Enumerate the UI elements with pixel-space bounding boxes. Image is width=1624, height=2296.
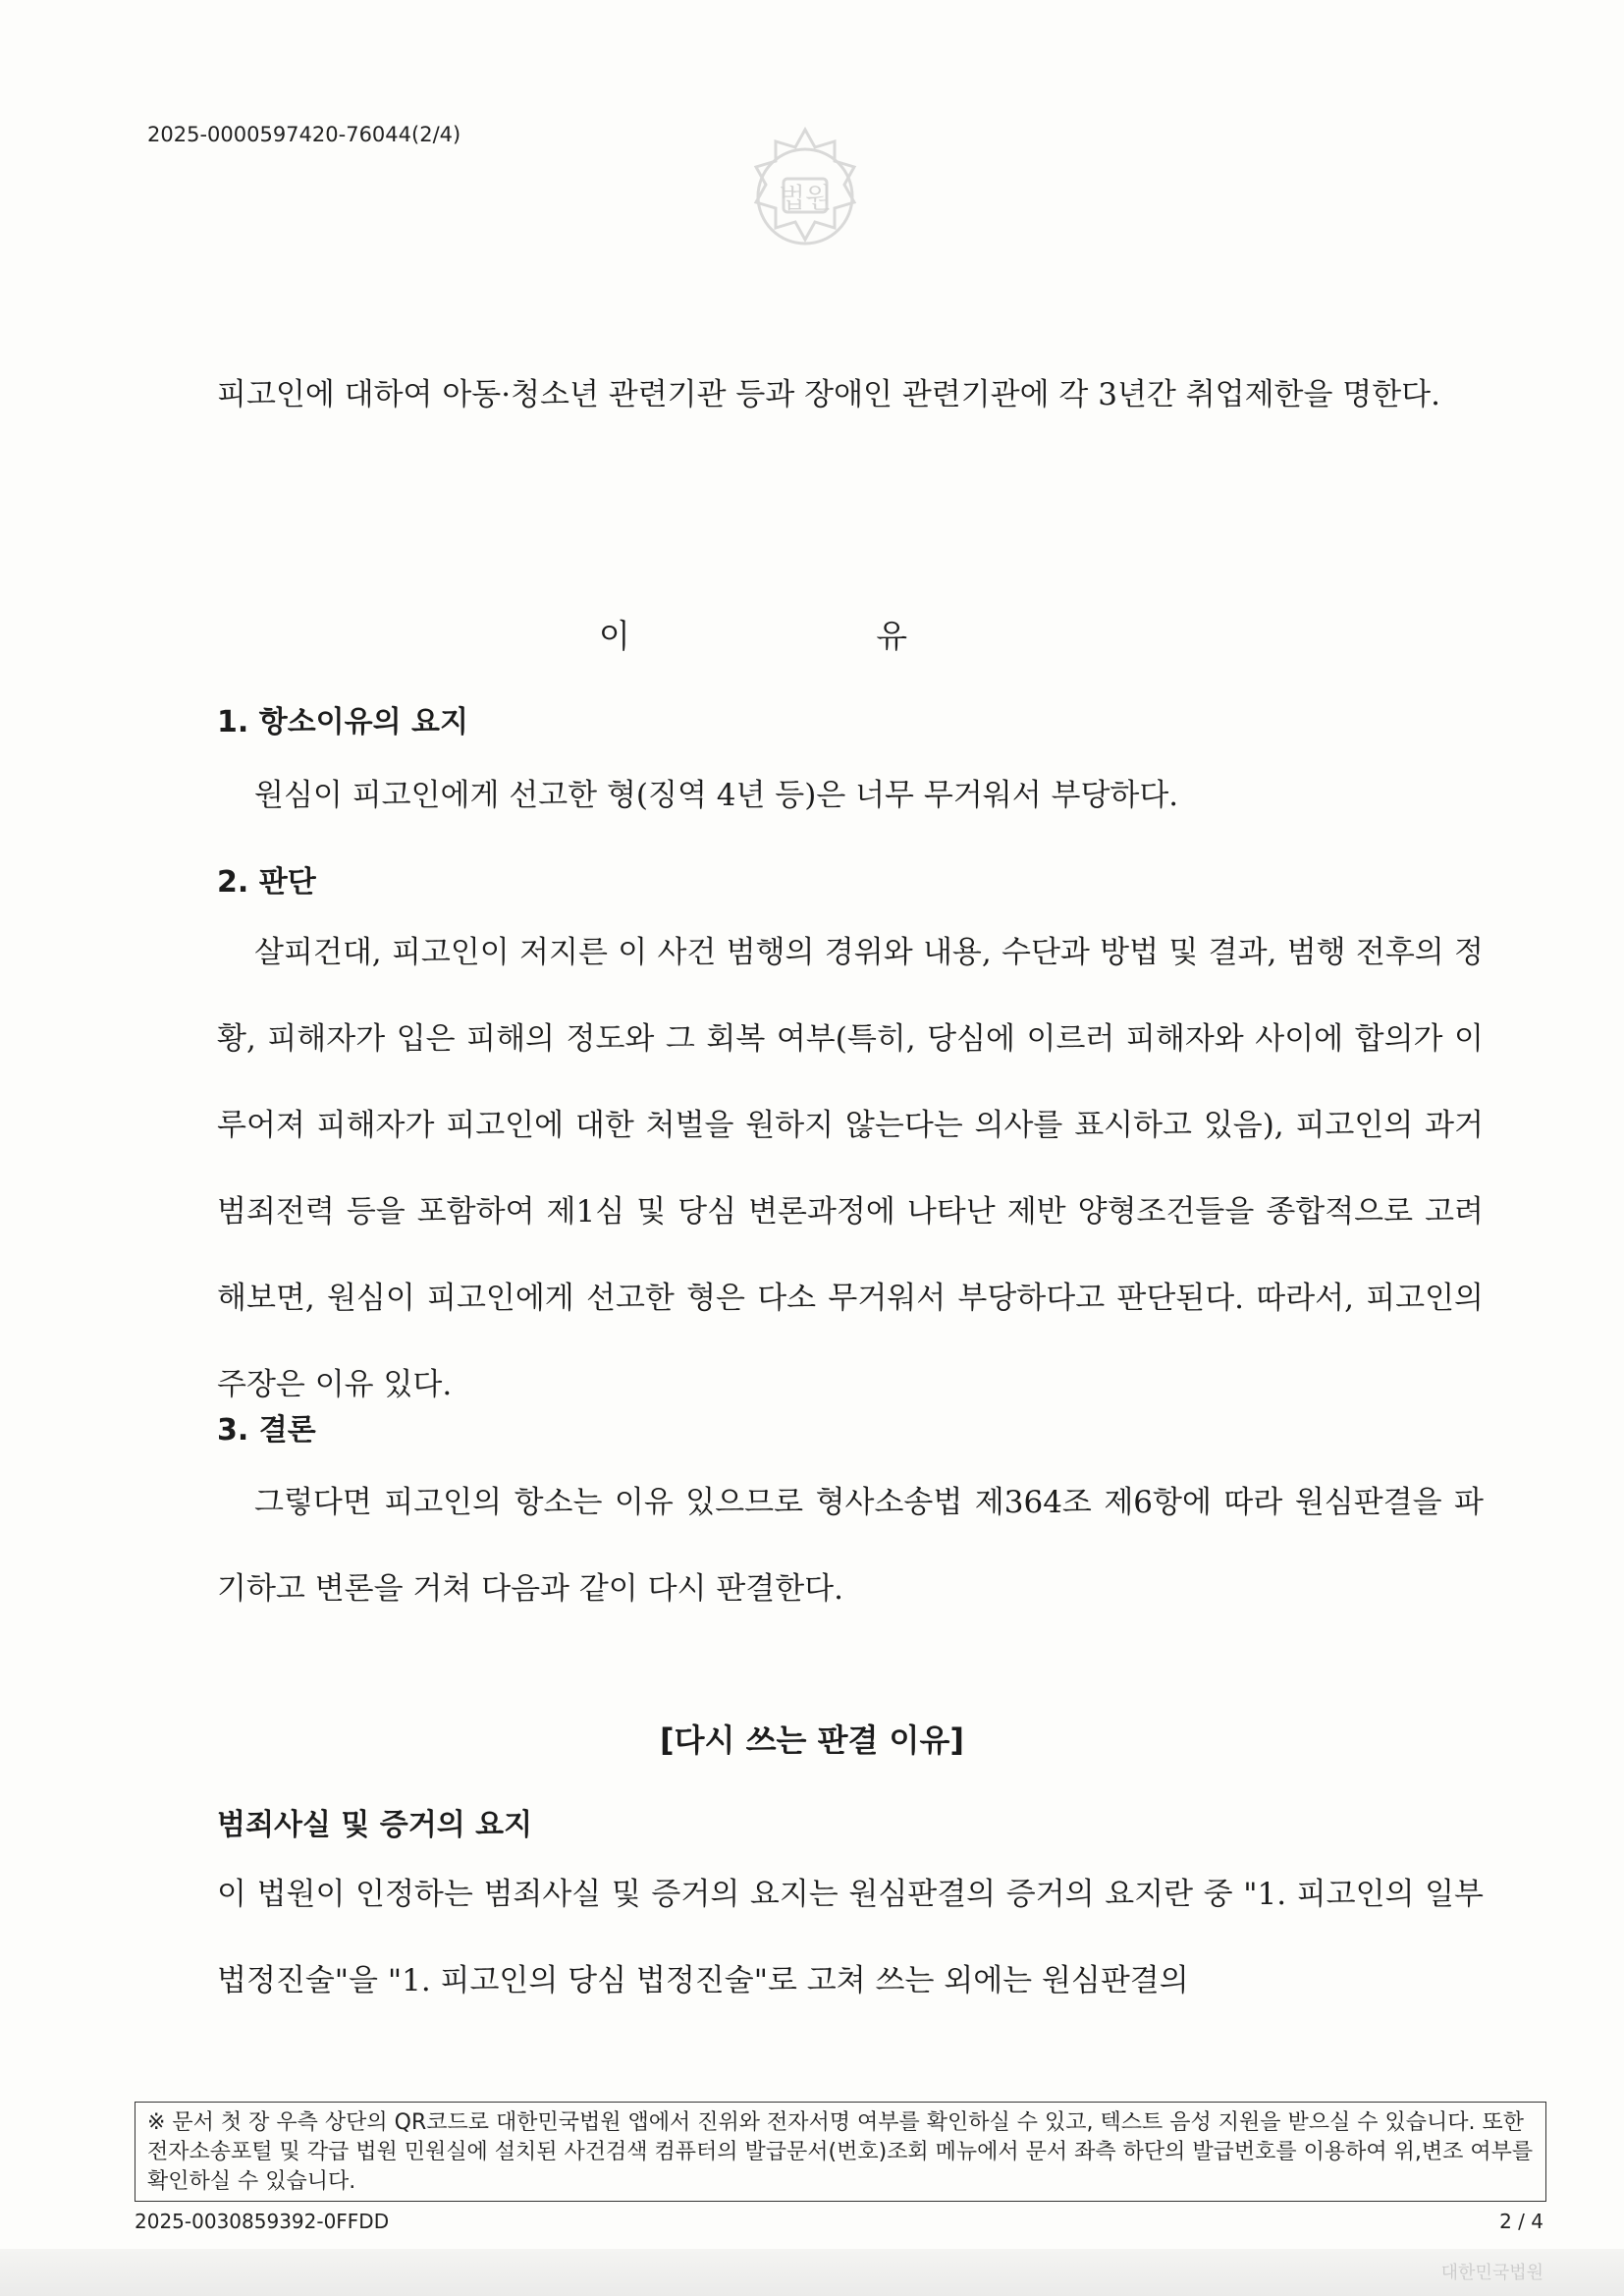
reason-heading: 이 유	[598, 617, 1026, 655]
court-seal-watermark	[717, 118, 893, 275]
section-4-text: 이 법원이 인정하는 범죄사실 및 증거의 요지는 원심판결의 증거의 요지란 중 "1. 피고인의 일부 법정진술"을 "1. 피고인의 당심 법정진술"로 고쳐 쓰는 외에는 원심판결의	[217, 1877, 1484, 1998]
bottom-band	[0, 2249, 1624, 2296]
section-3-title: 3. 결론	[217, 1413, 316, 1448]
section-2-text: 살피건대, 피고인이 저지른 이 사건 범행의 경위와 내용, 수단과 방법 및 결과, 범행 전후의 정황, 피해자가 입은 피해의 정도와 그 회복 여부(특히, 당심에 이르러 피해자와 사이에 합의가 이루어져 피해자가 피고인에 대한 처벌을 원하지 않는다는 의사를 표시하고 있음), 피고인의 과거 범죄전력 등을 포함하여 제1심 및 당심 변론과정에 나타난 제반 양형조건들을 종합적으로 고려해보면, 원심이 피고인에게 선고한 형은 다소 무거워서 부당하다고 판단된다. 따라서, 피고인의 주장은 이유 있다.	[217, 935, 1484, 1402]
court-watermark-text: 대한민국법원	[1440, 2263, 1543, 2283]
rewrite-heading: [다시 쓰는 판결 이유]	[660, 1722, 964, 1759]
section-4-title: 범죄사실 및 증거의 요지	[217, 1808, 533, 1842]
section-3-text: 그렇다면 피고인의 항소는 이유 있으므로 형사소송법 제364조 제6항에 따라 원심판결을 파기하고 변론을 거쳐 다음과 같이 다시 판결한다.	[217, 1485, 1484, 1607]
section-1-title: 1. 항소이유의 요지	[217, 705, 469, 739]
verification-notice: ※ 문서 첫 장 우측 상단의 QR코드로 대한민국법원 앱에서 진위와 전자서명 여부를 확인하실 수 있고, 텍스트 음성 지원을 받으실 수 있습니다. 또한 전자소송포털 및 각급 법원 민원실에 설치된 사건검색 컴퓨터의 발급문서(번호)조회 메뉴에서 문서 좌측 하단의 발급번호를 이용하여 위,변조 여부를 확인하실 수 있습니다.	[135, 2102, 1546, 2202]
issue-number: 2025-0030859392-0FFDD	[135, 2210, 390, 2233]
document-id: 2025-0000597420-76044(2/4)	[147, 123, 461, 146]
page-number: 2 / 4	[1499, 2210, 1543, 2233]
section-2-title: 2. 판단	[217, 865, 316, 900]
section-1-text: 원심이 피고인에게 선고한 형(징역 4년 등)은 너무 무거워서 부당하다.	[254, 778, 1179, 813]
paragraph-sentence: 피고인에 대하여 아동·청소년 관련기관 등과 장애인 관련기관에 각 3년간 취업제한을 명한다.	[217, 377, 1440, 412]
seal-text: 법원	[778, 182, 833, 214]
